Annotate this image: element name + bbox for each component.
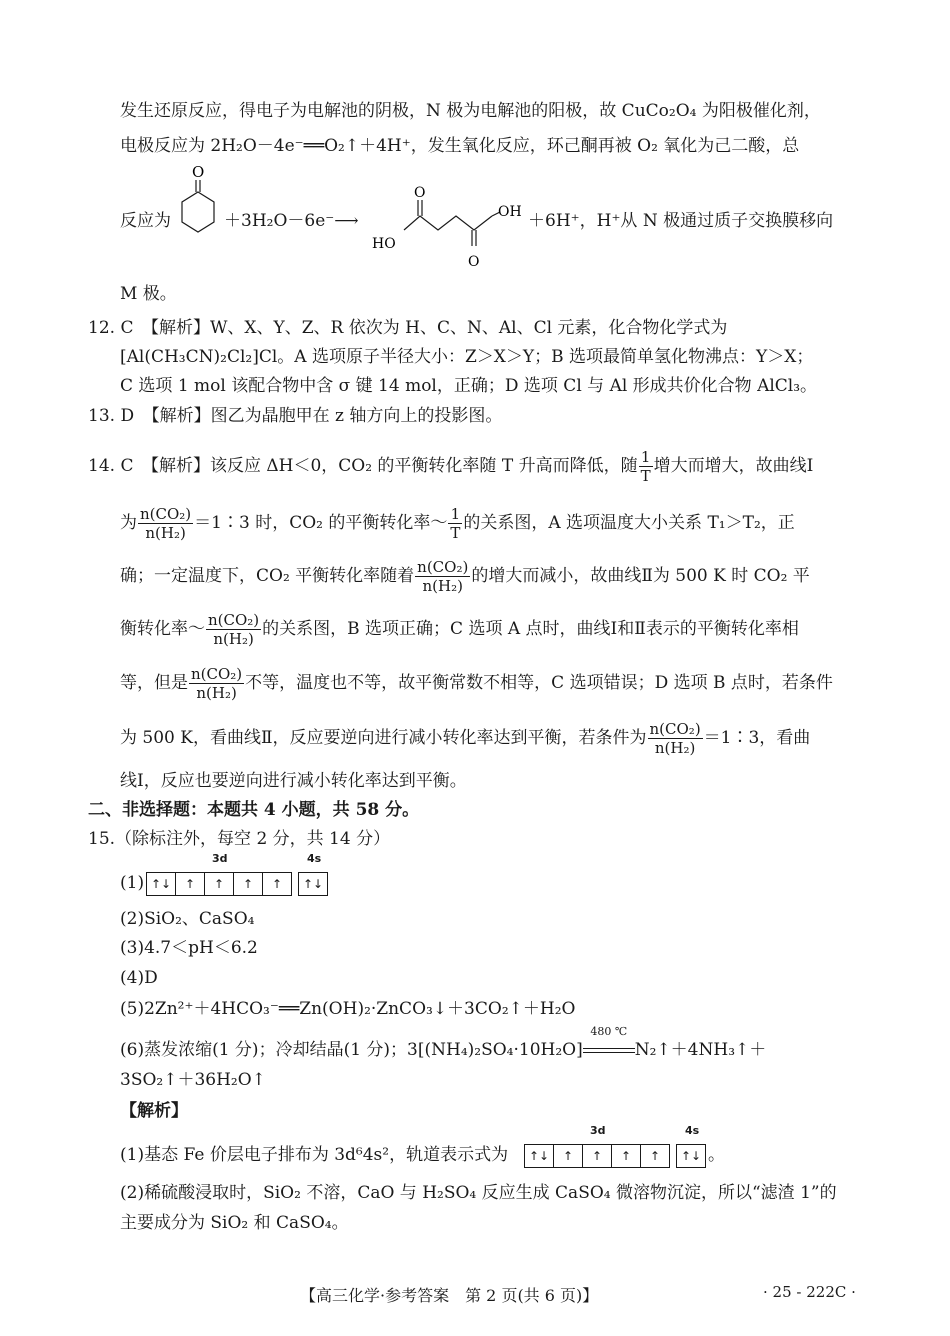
- text-line: (2)SiO₂、CaSO₄: [120, 909, 255, 929]
- fraction-ratio: $\frac{\text{n(CO₂)}}{\text{n(H₂)}}$: [191, 665, 243, 702]
- fraction-inverse-T: $\frac{1}{T}$: [640, 448, 651, 485]
- orbital-cell: ↑: [271, 877, 283, 891]
- text-line: [Al(CH₃CN)₂Cl₂]Cl。A 选项原子半径大小：Z＞X＞Y；B 选项最简单氢化物沸点：Y＞X；: [120, 347, 814, 367]
- svg-text:O: O: [468, 254, 480, 270]
- orbital-3d-boxes: [146, 872, 292, 896]
- orbital-cell: ↑↓: [302, 877, 324, 891]
- orbital-label-3d: 3d: [590, 1124, 606, 1137]
- text-line: 主要成分为 SiO₂ 和 CaSO₄。: [120, 1213, 349, 1233]
- text-line: 衡转化率～ $\frac{\text{n(CO₂)}}{\text{n(H₂)}}$ 的关系图，B 选项正确；C 选项 A 点时，曲线Ⅰ和Ⅱ表示的平衡转化率相: [120, 611, 799, 648]
- svg-text:O: O: [414, 185, 426, 201]
- text-line: (6)蒸发浓缩(1 分)；冷却结晶(1 分)；3[(NH₄)₂SO₄·10H₂O] 480 ℃ N₂↑＋4NH₃↑＋: [120, 1025, 767, 1060]
- text-line: 确；一定温度下，CO₂ 平衡转化率随着 $\frac{\text{n(CO₂)}}{\text{n(H₂)}}$ 的增大而减小，故曲线Ⅱ为 500 K 时 CO₂ 平: [120, 558, 810, 595]
- text-line: 线Ⅰ，反应也要逆向进行减小转化率达到平衡。: [120, 771, 467, 791]
- fraction-ratio: $\frac{\text{n(CO₂)}}{\text{n(H₂)}}$: [140, 505, 192, 542]
- fraction-ratio: $\frac{\text{n(CO₂)}}{\text{n(H₂)}}$: [208, 611, 260, 648]
- orbital-4s-boxes: [676, 1144, 706, 1168]
- orbital-cell: ↑↓: [680, 1149, 702, 1163]
- text-line: 。: [708, 1145, 725, 1165]
- orbital-cell: ↑: [649, 1149, 661, 1163]
- ketone-oxygen-label: O: [192, 163, 205, 181]
- svg-text:OH: OH: [498, 204, 522, 220]
- orbital-cell: ↑: [612, 1145, 641, 1167]
- text-line: 3SO₂↑＋36H₂O↑: [120, 1070, 266, 1090]
- analysis-heading: 【解析】: [120, 1101, 188, 1121]
- text-line: 发生还原反应，得电子为电解池的阴极，N 极为电解池的阳极，故 CuCo₂O₄ 为阳极催化剂，: [120, 101, 821, 121]
- text-line: 等，但是 $\frac{\text{n(CO₂)}}{\text{n(H₂)}}$ 不等，温度也不等，故平衡常数不相等，C 选项错误；D 选项 B 点时，若条件: [120, 665, 833, 702]
- answer-14: 14. C 【解析】该反应 ΔH＜0，CO₂ 的平衡转化率随 T 升高而降低，随 $\frac{1}{T}$ 增大而增大，故曲线Ⅰ: [88, 448, 814, 485]
- text-line: (3)4.7＜pH＜6.2: [120, 938, 258, 958]
- text-line: (1)基态 Fe 价层电子排布为 3d⁶4s²，轨道表示式为: [120, 1145, 509, 1165]
- orbital-3d-boxes: [524, 1144, 670, 1168]
- text-line: ＋6H⁺，H⁺从 N 极通过质子交换膜移向: [528, 211, 834, 231]
- orbital-cell: ↑↓: [147, 873, 176, 895]
- section-heading: 二、非选择题：本题共 4 小题，共 58 分。: [88, 800, 420, 820]
- svg-text:HO: HO: [372, 236, 396, 252]
- text-line: M 极。: [120, 284, 177, 304]
- text-line: 反应为: [120, 211, 171, 231]
- text-line: (4)D: [120, 968, 158, 988]
- orbital-cell: ↑: [205, 873, 234, 895]
- question-15-header: 15.（除标注外，每空 2 分，共 14 分）: [88, 829, 391, 849]
- orbital-label-4s: 4s: [685, 1124, 700, 1137]
- fraction-inverse-T: $\frac{1}{T}$: [450, 505, 461, 542]
- text-line: ＋3H₂O－6e⁻⟶: [224, 211, 359, 231]
- orbital-cell: ↑↓: [525, 1145, 554, 1167]
- document-code: · 25 - 222C ·: [763, 1283, 856, 1301]
- answer-13: 13. D 【解析】图乙为晶胞甲在 z 轴方向上的投影图。: [88, 406, 503, 426]
- orbital-label-3d: 3d: [212, 852, 228, 865]
- text-line: (5)2Zn²⁺＋4HCO₃⁻══Zn(OH)₂·ZnCO₃↓＋3CO₂↑＋H₂O: [120, 999, 576, 1019]
- page-footer: 【高三化学·参考答案 第 2 页(共 6 页)】: [300, 1286, 599, 1305]
- reaction-condition: 480 ℃: [583, 1040, 635, 1061]
- adipic-acid-structure: [368, 180, 528, 272]
- text-line: (1): [120, 873, 145, 893]
- orbital-cell: ↑: [234, 873, 263, 895]
- orbital-4s-boxes: [298, 872, 328, 896]
- fraction-ratio: $\frac{\text{n(CO₂)}}{\text{n(H₂)}}$: [417, 558, 469, 595]
- text-line: C 选项 1 mol 该配合物中含 σ 键 14 mol，正确；D 选项 Cl 与 Al 形成共价化合物 AlCl₃。: [120, 376, 818, 396]
- text-line: 为 500 K，看曲线Ⅱ，反应要逆向进行减小转化率达到平衡，若条件为 $\frac{\text{n(CO₂)}}{\text{n(H₂)}}$ ＝1∶3，看曲: [120, 720, 811, 757]
- text-line: (2)稀硫酸浸取时，SiO₂ 不溶，CaO 与 H₂SO₄ 反应生成 CaSO₄ 微溶物沉淀，所以“滤渣 1”的: [120, 1183, 837, 1203]
- text-line: 电极反应为 2H₂O－4e⁻══O₂↑＋4H⁺，发生氧化反应，环己酮再被 O₂ 氧化为己二酸，总: [120, 136, 800, 156]
- text-line: 为 $\frac{\text{n(CO₂)}}{\text{n(H₂)}}$ ＝1∶3 时，CO₂ 的平衡转化率～ $\frac{1}{T}$ 的关系图，A 选项温度大小关系 T₁＞T₂，正: [120, 505, 795, 542]
- orbital-cell: ↑: [176, 873, 205, 895]
- fraction-ratio: $\frac{\text{n(CO₂)}}{\text{n(H₂)}}$: [649, 720, 701, 757]
- cyclohexanone-structure: [174, 162, 222, 242]
- answer-12: 12. C 【解析】W、X、Y、Z、R 依次为 H、C、N、Al、Cl 元素，化合物化学式为: [88, 318, 728, 338]
- orbital-cell: ↑: [583, 1145, 612, 1167]
- orbital-label-4s: 4s: [307, 852, 322, 865]
- orbital-cell: ↑: [554, 1145, 583, 1167]
